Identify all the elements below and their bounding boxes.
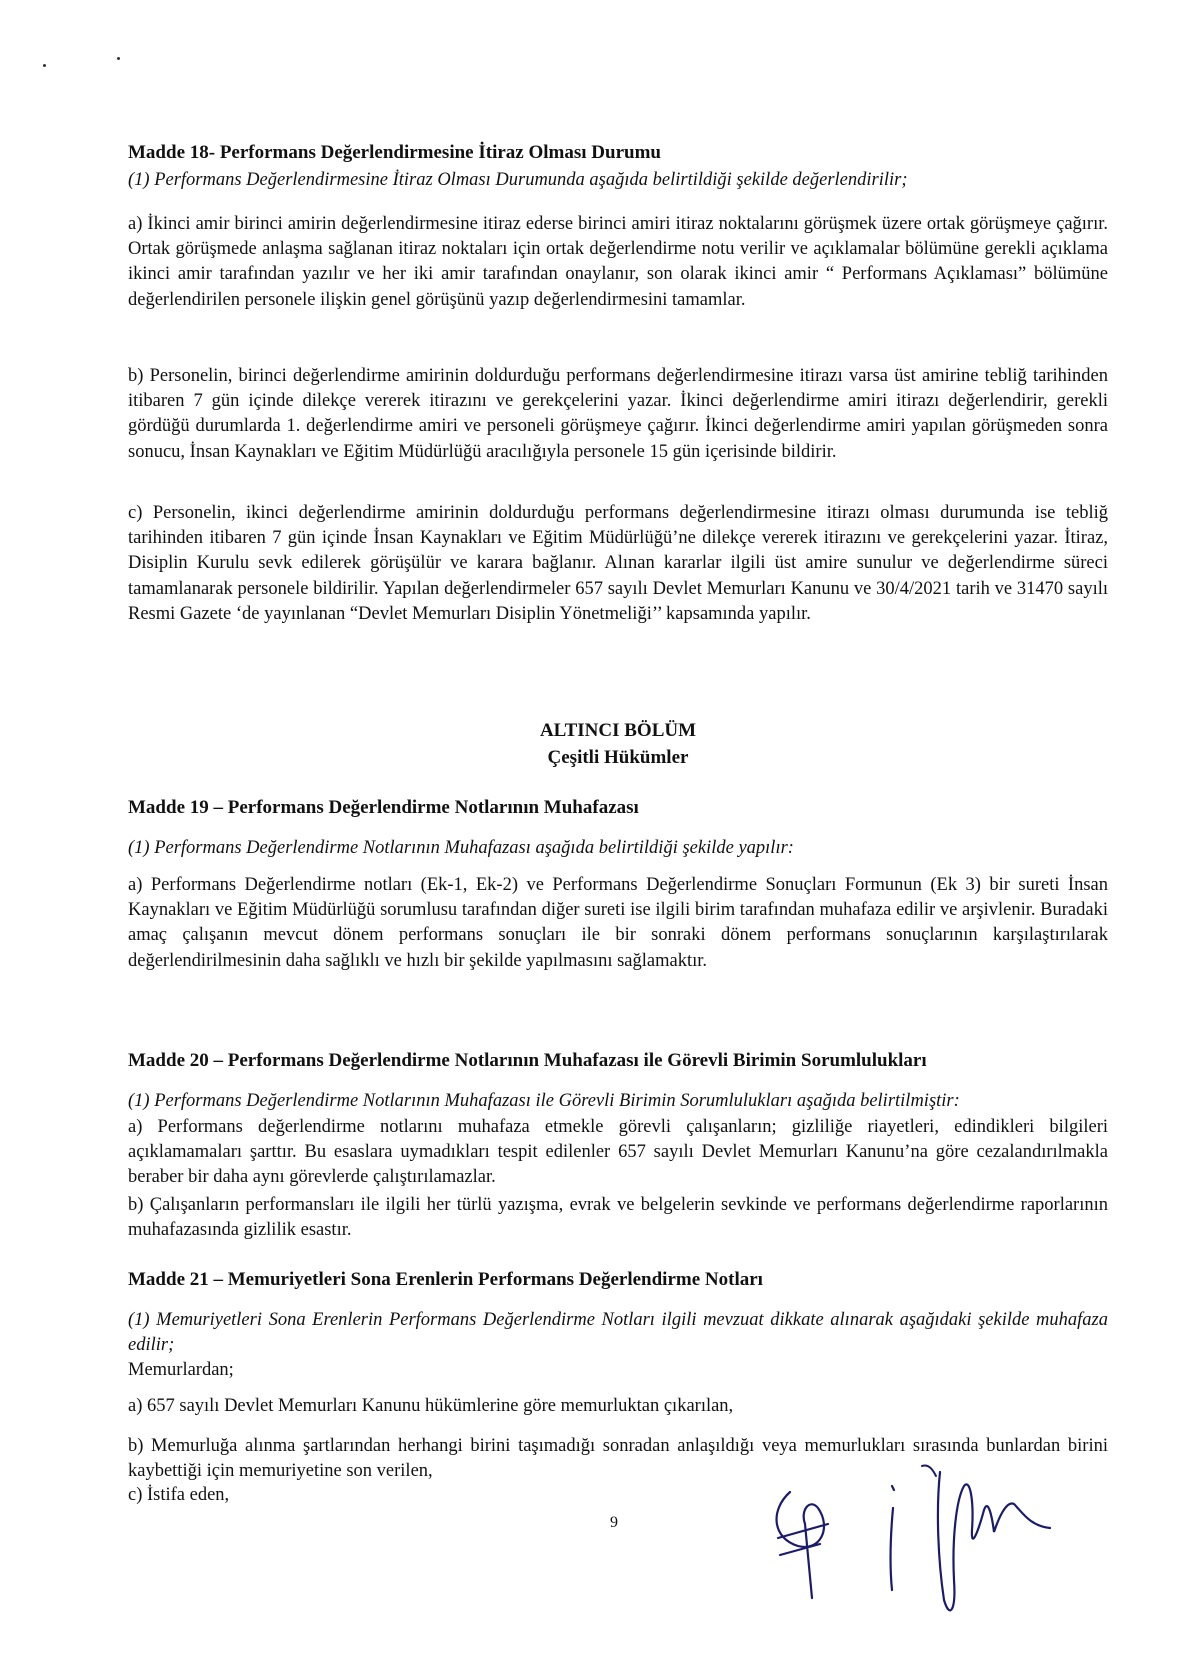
handwritten-signatures: [760, 1420, 1120, 1650]
document-page: [128, 0, 1118, 1655]
scan-mark: [43, 64, 46, 67]
article-21-lead: Memurlardan;: [128, 1360, 234, 1380]
article-21-item-c: c) İstifa eden,: [128, 1485, 230, 1505]
article-20-item-b: b) Çalışanların performansları ile ilgili her türlü yazışma, evrak ve belgelerin sevkinde ve performans değerlendirme raporlarının muhafazasında gizlilik esastır.: [128, 1195, 1108, 1241]
signature-flourish: [922, 1465, 936, 1476]
section-title: ALTINCI BÖLÜM: [539, 720, 697, 741]
article-18-item-b: b) Personelin, birinci değerlendirme amirinin doldurduğu performans değerlendirmesine itirazı varsa üst amirine tebliğ tarihinden itibaren 7 gün içinde dilekçe vererek itirazını ve gerekçelerini yazar. İkinci değerlendirme amiri itirazı değerlendirir, gerekli gördüğü durumlarda 1. değerlendirme amiri ve personeli görüşmeye çağırır. İkinci değerlendirme amiri yapılan görüşmeden sonra sonucu, İnsan Kaynakları ve Eğitim Müdürlüğü aracılığıyla personele 15 gün içerisinde bildirir.: [128, 366, 1108, 462]
article-18-heading: Madde 18- Performans Değerlendirmesine İtiraz Olması Durumu: [128, 142, 661, 163]
signature-2: [890, 1486, 894, 1590]
article-20-item-a: a) Performans değerlendirme notlarını muhafaza etmekle görevli çalışanların; gizliliğe riayetleri, edindikleri bilgileri açıklamamaları şarttır. Bu esaslara uymadıkları tespit edilenler 657 sayılı Devlet Memurları Kanunu’na göre cezalandırılmakla beraber bir daha aynı görevlerde çalıştırılamazlar.: [128, 1117, 1108, 1188]
article-21-heading: Madde 21 – Memuriyetleri Sona Erenlerin Performans Değerlendirme Notları: [128, 1269, 763, 1290]
signature-3: [938, 1472, 1050, 1610]
article-19-intro: (1) Performans Değerlendirme Notlarının Muhafazası aşağıda belirtildiği şekilde yapılır:: [128, 838, 794, 858]
scan-mark: [117, 57, 120, 60]
article-19-heading: Madde 19 – Performans Değerlendirme Notlarının Muhafazası: [128, 797, 639, 818]
article-18-item-a: a) İkinci amir birinci amirin değerlendirmesine itiraz ederse birinci amiri itiraz noktalarını görüşmek üzere ortak görüşmeye çağırır. Ortak görüşmede anlaşma sağlanan itiraz noktaları için ortak değerlendirme notu verilir ve açıklamalar bölümüne gerekli açıklama ikinci amir tarafından yazılır ve her iki amir tarafından onaylanır, son olarak ikinci amir “ Performans Açıklaması” bölümüne değerlendirilen personele ilişkin genel görüşünü yazıp değerlendirmesini tamamlar.: [128, 214, 1108, 310]
article-21-intro: (1) Memuriyetleri Sona Erenlerin Performans Değerlendirme Notları ilgili mevzuat dikkate alınarak aşağıdaki şekilde muhafaza edilir;: [128, 1310, 1108, 1356]
article-19-item-a: a) Performans Değerlendirme notları (Ek-1, Ek-2) ve Performans Değerlendirme Sonuçları Formunun (Ek 3) bir sureti İnsan Kaynakları ve Eğitim Müdürlüğü sorumlusu tarafından diğer sureti ise ilgili birim tarafından muhafaza edilir ve arşivlenir. Buradaki amaç çalışanın mevcut dönem performans sonuçları ile bir sonraki dönem performans sonuçlarının karşılaştırılarak değerlendirilmesinin daha sağlıklı ve hızlı bir şekilde yapılmasını sağlamaktır.: [128, 875, 1108, 971]
article-21-item-a: a) 657 sayılı Devlet Memurları Kanunu hükümlerine göre memurluktan çıkarılan,: [128, 1396, 734, 1416]
page-number: 9: [610, 1514, 618, 1531]
article-18-intro: (1) Performans Değerlendirmesine İtiraz Olması Durumunda aşağıda belirtildiği şekilde değerlendirilir;: [128, 170, 908, 190]
article-20-heading: Madde 20 – Performans Değerlendirme Notlarının Muhafazası ile Görevli Birimin Sorumlulukları: [128, 1050, 927, 1071]
article-18-item-c: c) Personelin, ikinci değerlendirme amirinin doldurduğu performans değerlendirmesine itirazı olması durumunda ise tebliğ tarihinden itibaren 7 gün içinde İnsan Kaynakları ve Eğitim Müdürlüğü’ne dilekçe vererek itirazını ve gerekçelerini yazar. İtiraz, Disiplin Kurulu sevk edilerek görüşülür ve karara bağlanır. Alınan kararlar ilgili üst amire sunulur ve değerlendirme süreci tamamlanarak personele bildirilir. Yapılan değerlendirmeler 657 sayılı Devlet Memurları Kanunu ve 30/4/2021 tarih ve 31470 sayılı Resmi Gazete ‘de yayınlanan “Devlet Memurları Disiplin Yönetmeliği’’ kapsamında yapılır.: [128, 503, 1108, 624]
section-subtitle: Çeşitli Hükümler: [547, 747, 689, 768]
article-21-item-b: b) Memurluğa alınma şartlarından herhangi birini taşımadığı sonradan anlaşıldığı veya memurlukları sırasında bunlardan birini kaybettiği için memuriyetine son verilen,: [128, 1436, 1108, 1482]
signature-1: [777, 1492, 828, 1598]
article-20-intro: (1) Performans Değerlendirme Notlarının Muhafazası ile Görevli Birimin Sorumlulukları aşağıda belirtilmiştir:: [128, 1091, 960, 1111]
